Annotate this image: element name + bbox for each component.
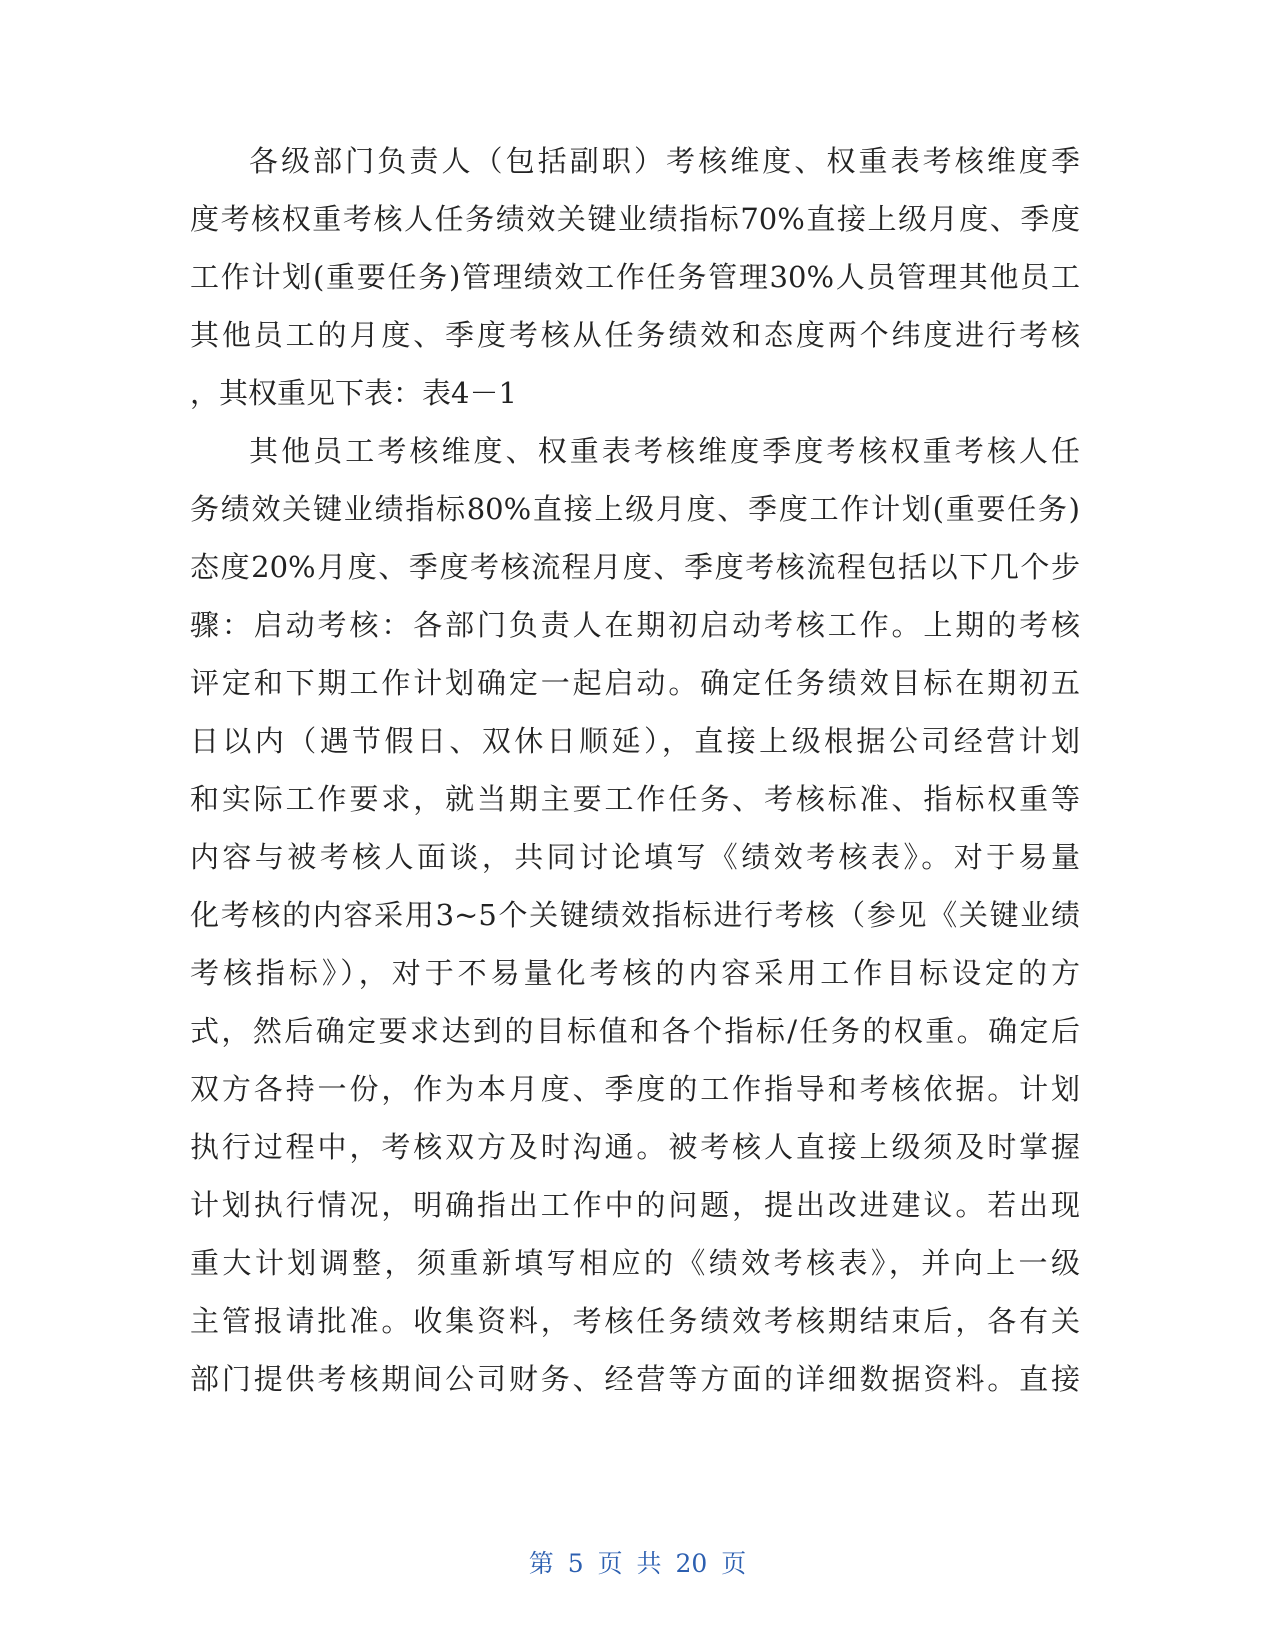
paragraph-1-line-4: 其他员工的月度、季度考核从任务绩效和态度两个纬度进行考核 bbox=[190, 318, 1080, 352]
paragraph-2-line-6: 日以内（遇节假日、双休日顺延），直接上级根据公司经营计划 bbox=[190, 724, 1080, 758]
paragraph-2-line-16: 主管报请批准。收集资料，考核任务绩效考核期结束后，各有关 bbox=[190, 1304, 1080, 1338]
paragraph-2-line-10: 考核指标》），对于不易量化考核的内容采用工作目标设定的方 bbox=[190, 956, 1080, 990]
paragraph-2-line-14: 计划执行情况，明确指出工作中的问题，提出改进建议。若出现 bbox=[190, 1188, 1080, 1222]
paragraph-1-line-1: 各级部门负责人（包括副职）考核维度、权重表考核维度季 bbox=[249, 144, 1080, 178]
paragraph-2-line-9: 化考核的内容采用3~5个关键绩效指标进行考核（参见《关键业绩 bbox=[190, 898, 1080, 932]
paragraph-2-line-7: 和实际工作要求，就当期主要工作任务、考核标准、指标权重等 bbox=[190, 782, 1080, 816]
paragraph-2-line-13: 执行过程中，考核双方及时沟通。被考核人直接上级须及时掌握 bbox=[190, 1130, 1080, 1164]
paragraph-2-line-17: 部门提供考核期间公司财务、经营等方面的详细数据资料。直接 bbox=[190, 1362, 1080, 1396]
paragraph-2-line-15: 重大计划调整，须重新填写相应的《绩效考核表》，并向上一级 bbox=[190, 1246, 1080, 1280]
paragraph-2-line-1: 其他员工考核维度、权重表考核维度季度考核权重考核人任 bbox=[249, 434, 1080, 468]
page-number-footer: 第 5 页 共 20 页 bbox=[528, 1549, 747, 1578]
paragraph-2-line-12: 双方各持一份，作为本月度、季度的工作指导和考核依据。计划 bbox=[190, 1072, 1080, 1106]
paragraph-2-line-2: 务绩效关键业绩指标80%直接上级月度、季度工作计划(重要任务) bbox=[190, 492, 1080, 526]
paragraph-2-line-4: 骤：启动考核：各部门负责人在期初启动考核工作。上期的考核 bbox=[190, 608, 1080, 642]
paragraph-1-line-3: 工作计划(重要任务)管理绩效工作任务管理30%人员管理其他员工 bbox=[190, 260, 1080, 294]
paragraph-2-line-8: 内容与被考核人面谈，共同讨论填写《绩效考核表》。对于易量 bbox=[190, 840, 1080, 874]
paragraph-2-line-3: 态度20%月度、季度考核流程月度、季度考核流程包括以下几个步 bbox=[190, 550, 1080, 584]
paragraph-1-line-5: ，其权重见下表：表4－1 bbox=[190, 376, 517, 410]
paragraph-1-line-2: 度考核权重考核人任务绩效关键业绩指标70%直接上级月度、季度 bbox=[190, 202, 1080, 236]
paragraph-2-line-5: 评定和下期工作计划确定一起启动。确定任务绩效目标在期初五 bbox=[190, 666, 1080, 700]
paragraph-2-line-11: 式，然后确定要求达到的目标值和各个指标/任务的权重。确定后 bbox=[190, 1014, 1080, 1048]
